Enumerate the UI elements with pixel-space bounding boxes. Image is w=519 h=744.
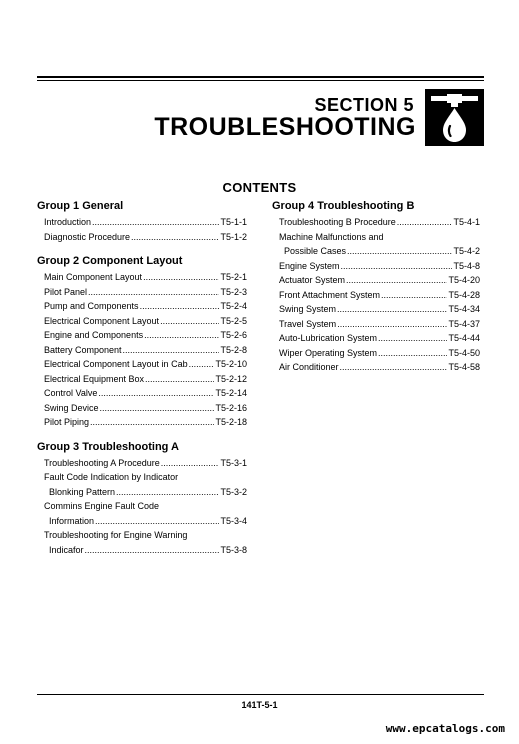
dot-leader bbox=[123, 343, 220, 358]
toc-entry-label: Electrical Equipment Box bbox=[44, 373, 145, 384]
contents-right-column bbox=[272, 198, 480, 384]
toc-entry-page: T5-1-2 bbox=[220, 231, 247, 242]
toc-entry-label-first-line: Machine Malfunctions and bbox=[279, 231, 384, 242]
toc-entry-page: T5-2-6 bbox=[220, 330, 247, 340]
toc-group-title: Group 2 Component Layout bbox=[37, 255, 183, 267]
toc-entry-page: T5-4-20 bbox=[448, 275, 480, 285]
toc-entry-label: Main Component Layout bbox=[44, 272, 143, 282]
dot-leader bbox=[145, 372, 214, 387]
toc-entry-label: Travel System bbox=[279, 318, 337, 329]
toc-entry-page: T5-2-1 bbox=[220, 272, 247, 282]
dot-leader bbox=[90, 415, 214, 430]
toc-entry[interactable] bbox=[37, 372, 247, 387]
toc-entry[interactable] bbox=[37, 415, 247, 430]
toc-entry-page: T5-3-1 bbox=[220, 457, 247, 468]
toc-entry-page: T5-2-16 bbox=[215, 402, 247, 413]
toc-entry-label: Troubleshooting A Procedure bbox=[44, 457, 160, 468]
toc-entry-page: T5-4-50 bbox=[448, 347, 480, 358]
header-rule-thick bbox=[37, 76, 484, 78]
dot-leader bbox=[116, 485, 219, 500]
toc-entry-label: Possible Cases bbox=[284, 246, 347, 256]
toc-entry[interactable] bbox=[37, 401, 247, 416]
dot-leader bbox=[378, 346, 447, 361]
toc-entry[interactable] bbox=[37, 328, 247, 343]
footer-rule bbox=[37, 694, 484, 695]
toc-entry-page: T5-2-8 bbox=[220, 344, 247, 355]
toc-entry[interactable] bbox=[37, 357, 247, 372]
toc-entry[interactable] bbox=[37, 215, 247, 230]
toc-entry-label: Pump and Components bbox=[44, 301, 139, 311]
toc-group bbox=[37, 253, 247, 430]
toc-group bbox=[37, 198, 247, 244]
toc-entry-page: T5-3-8 bbox=[220, 544, 247, 555]
dot-leader bbox=[98, 386, 214, 401]
toc-entry-page: T5-4-58 bbox=[448, 362, 480, 372]
toc-entry[interactable] bbox=[272, 331, 480, 346]
dot-leader bbox=[381, 288, 447, 303]
toc-entry-page: T5-2-18 bbox=[215, 417, 247, 427]
toc-entry[interactable] bbox=[272, 288, 480, 303]
toc-entry-label: Battery Component bbox=[44, 344, 122, 355]
toc-entry-label: Swing System bbox=[279, 304, 337, 314]
toc-entry-label: Engine System bbox=[279, 260, 340, 271]
toc-entry[interactable] bbox=[37, 528, 247, 557]
toc-entry-label: Pilot Panel bbox=[44, 286, 88, 297]
dot-leader bbox=[397, 215, 453, 230]
dot-leader bbox=[100, 401, 215, 416]
toc-group-title: Group 4 Troubleshooting B bbox=[272, 200, 415, 212]
toc-entry[interactable] bbox=[37, 314, 247, 329]
toc-entry-page: T5-4-2 bbox=[453, 246, 480, 256]
toc-group-title: Group 3 Troubleshooting A bbox=[37, 440, 179, 453]
dot-leader bbox=[88, 285, 219, 300]
dot-leader bbox=[140, 299, 220, 314]
toc-entry-label: Electrical Component Layout bbox=[44, 315, 160, 326]
wrench-oil-drop-icon bbox=[425, 89, 484, 146]
toc-entry-label: Actuator System bbox=[279, 275, 346, 285]
toc-entry-label-first-line: Commins Engine Fault Code bbox=[44, 501, 160, 511]
toc-entry-label-first-line: Troubleshooting for Engine Warning bbox=[44, 530, 188, 540]
contents-heading: CONTENTS bbox=[222, 180, 297, 195]
toc-entry-page: T5-4-34 bbox=[448, 304, 480, 314]
dot-leader bbox=[92, 215, 219, 230]
dot-leader bbox=[160, 314, 219, 329]
toc-entry[interactable] bbox=[37, 343, 247, 358]
toc-entry-label: Diagnostic Procedure bbox=[44, 231, 131, 242]
toc-entry-page: T5-2-4 bbox=[220, 301, 247, 311]
toc-entry-label: Swing Device bbox=[44, 402, 99, 413]
dot-leader bbox=[189, 357, 215, 372]
toc-entry-label: Engine and Components bbox=[44, 330, 144, 340]
toc-entry-label: Control Valve bbox=[44, 388, 98, 398]
toc-group-title: Group 1 General bbox=[37, 200, 124, 212]
dot-leader bbox=[161, 456, 220, 471]
toc-entry-label: Troubleshooting B Procedure bbox=[279, 217, 396, 227]
toc-entry-page: T5-2-3 bbox=[220, 286, 247, 297]
toc-entry-page: T5-4-8 bbox=[453, 260, 480, 271]
dot-leader bbox=[340, 360, 448, 375]
dot-leader bbox=[378, 331, 447, 346]
toc-entry-label: Auto-Lubrication System bbox=[279, 333, 378, 343]
toc-entry-page: T5-3-2 bbox=[220, 486, 247, 497]
toc-entry-page: T5-4-1 bbox=[453, 217, 480, 227]
toc-entry-page: T5-2-5 bbox=[220, 315, 247, 326]
toc-entry-label: Introduction bbox=[44, 217, 92, 227]
toc-entry-label: Wiper Operating System bbox=[279, 347, 378, 358]
dot-leader bbox=[144, 328, 219, 343]
toc-entry-label: Information bbox=[49, 515, 95, 526]
toc-entry[interactable] bbox=[272, 317, 480, 332]
contents-left-column bbox=[37, 198, 247, 566]
dot-leader bbox=[346, 273, 447, 288]
toc-entry[interactable] bbox=[37, 270, 247, 285]
toc-entry-page: T5-4-44 bbox=[448, 333, 480, 343]
toc-entry-label: Indicafor bbox=[49, 544, 84, 555]
toc-entry-label: Electrical Component Layout in Cab bbox=[44, 359, 188, 369]
dot-leader bbox=[341, 259, 453, 274]
toc-entry-label: Pilot Piping bbox=[44, 417, 90, 427]
toc-entry[interactable] bbox=[272, 360, 480, 375]
toc-entry-label: Blonking Pattern bbox=[49, 486, 116, 497]
dot-leader bbox=[337, 317, 447, 332]
toc-entry[interactable] bbox=[37, 299, 247, 314]
dot-leader bbox=[131, 230, 219, 245]
toc-entry-page: T5-2-14 bbox=[215, 388, 247, 398]
toc-entry[interactable] bbox=[37, 470, 247, 499]
toc-entry-label: Front Attachment System bbox=[279, 289, 381, 300]
toc-entry[interactable] bbox=[272, 259, 480, 274]
toc-entry-page: T5-1-1 bbox=[220, 217, 247, 227]
toc-entry-page: T5-4-28 bbox=[448, 289, 480, 300]
section-title: TROUBLESHOOTING bbox=[154, 113, 416, 141]
header-rule-thin bbox=[37, 80, 484, 81]
toc-entry[interactable] bbox=[272, 215, 480, 230]
toc-entry[interactable] bbox=[272, 346, 480, 361]
toc-group bbox=[37, 439, 247, 558]
toc-entry-label: Air Conditioner bbox=[279, 362, 339, 372]
toc-entry[interactable] bbox=[37, 386, 247, 401]
watermark: www.epcatalogs.com bbox=[385, 722, 505, 735]
page-number: 141T-5-1 bbox=[241, 700, 278, 710]
section-number: SECTION 5 bbox=[314, 95, 414, 115]
toc-entry-page: T5-3-4 bbox=[220, 515, 247, 526]
dot-leader bbox=[143, 270, 219, 285]
dot-leader bbox=[85, 543, 220, 558]
toc-entry[interactable] bbox=[272, 302, 480, 317]
toc-entry-page: T5-2-12 bbox=[215, 373, 247, 384]
toc-group bbox=[272, 198, 480, 375]
toc-entry[interactable] bbox=[37, 499, 247, 528]
dot-leader bbox=[347, 244, 452, 259]
toc-entry[interactable] bbox=[37, 285, 247, 300]
toc-entry-page: T5-2-10 bbox=[215, 359, 247, 369]
dot-leader bbox=[95, 514, 219, 529]
toc-entry[interactable] bbox=[272, 273, 480, 288]
toc-entry[interactable] bbox=[272, 230, 480, 259]
toc-entry-label-first-line: Fault Code Indication by Indicator bbox=[44, 472, 179, 482]
toc-entry[interactable] bbox=[37, 230, 247, 245]
toc-entry[interactable] bbox=[37, 456, 247, 471]
dot-leader bbox=[337, 302, 447, 317]
toc-entry-page: T5-4-37 bbox=[448, 318, 480, 329]
